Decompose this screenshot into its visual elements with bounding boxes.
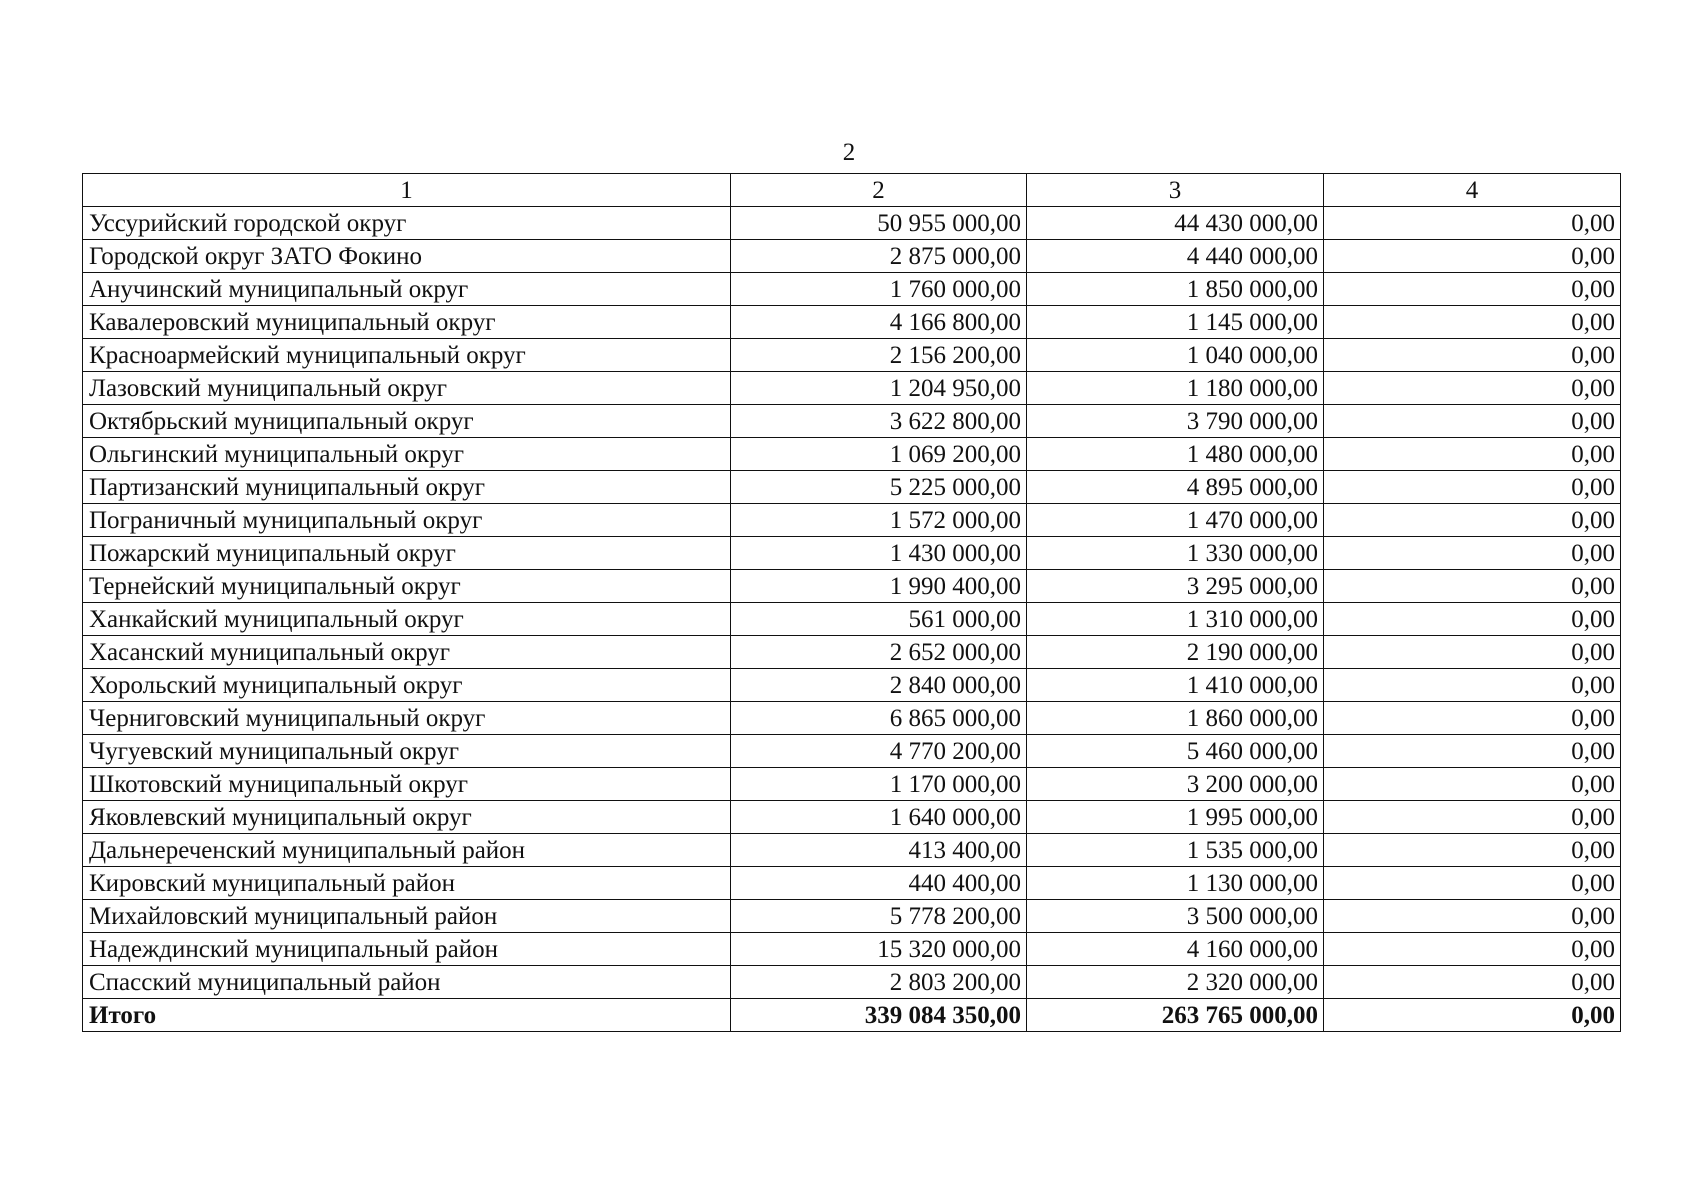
table-row: [83, 471, 1621, 504]
column-4-value-cell: 0,00: [1324, 339, 1621, 372]
column-2-value-cell: 413 400,00: [731, 834, 1027, 867]
table-row: [83, 900, 1621, 933]
municipality-name-cell: Шкотовский муниципальный округ: [83, 768, 731, 801]
column-4-value-cell: 0,00: [1324, 207, 1621, 240]
table-row: [83, 801, 1621, 834]
municipality-name-cell: Яковлевский муниципальный округ: [83, 801, 731, 834]
column-3-value-cell: 1 330 000,00: [1027, 537, 1324, 570]
column-3-value-cell: 1 310 000,00: [1027, 603, 1324, 636]
column-4-value-cell: 0,00: [1324, 669, 1621, 702]
column-3-value-cell: 1 995 000,00: [1027, 801, 1324, 834]
column-2-value-cell: 440 400,00: [731, 867, 1027, 900]
table-row: [83, 537, 1621, 570]
column-3-value-cell: 5 460 000,00: [1027, 735, 1324, 768]
budget-table: [82, 173, 1621, 1032]
column-3-value-cell: 3 500 000,00: [1027, 900, 1324, 933]
column-3-value-cell: 4 895 000,00: [1027, 471, 1324, 504]
municipality-name-cell: Кировский муниципальный район: [83, 867, 731, 900]
municipality-name-cell: Городской округ ЗАТО Фокино: [83, 240, 731, 273]
table-row: [83, 636, 1621, 669]
column-4-value-cell: 0,00: [1324, 603, 1621, 636]
column-2-value-cell: 1 572 000,00: [731, 504, 1027, 537]
municipality-name-cell: Хасанский муниципальный округ: [83, 636, 731, 669]
table-row: [83, 504, 1621, 537]
table-body: [83, 174, 1621, 1032]
table-row: [83, 405, 1621, 438]
table-row: [83, 570, 1621, 603]
column-3-value-cell: 2 190 000,00: [1027, 636, 1324, 669]
column-3-value-cell: 1 860 000,00: [1027, 702, 1324, 735]
column-3-value-cell: 3 790 000,00: [1027, 405, 1324, 438]
column-2-value-cell: 6 865 000,00: [731, 702, 1027, 735]
municipality-name-cell: Пожарский муниципальный округ: [83, 537, 731, 570]
column-4-value-cell: 0,00: [1324, 702, 1621, 735]
column-2-value-cell: 2 840 000,00: [731, 669, 1027, 702]
table-row: [83, 735, 1621, 768]
column-4-value-cell: 0,00: [1324, 537, 1621, 570]
total-column-2-cell: 339 084 350,00: [731, 999, 1027, 1032]
column-4-value-cell: 0,00: [1324, 273, 1621, 306]
column-4-value-cell: 0,00: [1324, 867, 1621, 900]
municipality-name-cell: Чугуевский муниципальный округ: [83, 735, 731, 768]
column-3-value-cell: 1 180 000,00: [1027, 372, 1324, 405]
table-row: [83, 273, 1621, 306]
column-4-value-cell: 0,00: [1324, 471, 1621, 504]
table-row: [83, 933, 1621, 966]
municipality-name-cell: Хорольский муниципальный округ: [83, 669, 731, 702]
column-number-4: 4: [1324, 174, 1621, 207]
municipality-name-cell: Кавалеровский муниципальный округ: [83, 306, 731, 339]
column-4-value-cell: 0,00: [1324, 933, 1621, 966]
column-4-value-cell: 0,00: [1324, 306, 1621, 339]
table-row: [83, 867, 1621, 900]
header-row: [83, 174, 1621, 207]
table-row: [83, 240, 1621, 273]
municipality-name-cell: Октябрьский муниципальный округ: [83, 405, 731, 438]
table-row: [83, 438, 1621, 471]
table-row: [83, 966, 1621, 999]
table-row: [83, 207, 1621, 240]
column-2-value-cell: 561 000,00: [731, 603, 1027, 636]
column-3-value-cell: 1 480 000,00: [1027, 438, 1324, 471]
municipality-name-cell: Черниговский муниципальный округ: [83, 702, 731, 735]
municipality-name-cell: Михайловский муниципальный район: [83, 900, 731, 933]
column-2-value-cell: 3 622 800,00: [731, 405, 1027, 438]
column-4-value-cell: 0,00: [1324, 735, 1621, 768]
column-3-value-cell: 1 130 000,00: [1027, 867, 1324, 900]
municipality-name-cell: Уссурийский городской округ: [83, 207, 731, 240]
column-3-value-cell: 3 295 000,00: [1027, 570, 1324, 603]
column-3-value-cell: 1 470 000,00: [1027, 504, 1324, 537]
total-column-4-cell: 0,00: [1324, 999, 1621, 1032]
column-4-value-cell: 0,00: [1324, 966, 1621, 999]
column-3-value-cell: 2 320 000,00: [1027, 966, 1324, 999]
column-2-value-cell: 4 166 800,00: [731, 306, 1027, 339]
column-4-value-cell: 0,00: [1324, 636, 1621, 669]
column-2-value-cell: 1 990 400,00: [731, 570, 1027, 603]
column-3-value-cell: 1 040 000,00: [1027, 339, 1324, 372]
total-label-cell: Итого: [83, 999, 731, 1032]
column-4-value-cell: 0,00: [1324, 438, 1621, 471]
municipality-name-cell: Партизанский муниципальный округ: [83, 471, 731, 504]
column-3-value-cell: 1 145 000,00: [1027, 306, 1324, 339]
column-4-value-cell: 0,00: [1324, 768, 1621, 801]
table-row: [83, 339, 1621, 372]
table-row: [83, 702, 1621, 735]
column-2-value-cell: 2 156 200,00: [731, 339, 1027, 372]
column-2-value-cell: 50 955 000,00: [731, 207, 1027, 240]
column-2-value-cell: 2 652 000,00: [731, 636, 1027, 669]
column-number-3: 3: [1027, 174, 1324, 207]
column-4-value-cell: 0,00: [1324, 240, 1621, 273]
page-number: 2: [842, 139, 856, 166]
table-row: [83, 306, 1621, 339]
column-2-value-cell: 1 204 950,00: [731, 372, 1027, 405]
column-4-value-cell: 0,00: [1324, 801, 1621, 834]
column-4-value-cell: 0,00: [1324, 570, 1621, 603]
column-4-value-cell: 0,00: [1324, 900, 1621, 933]
municipality-name-cell: Дальнереченский муниципальный район: [83, 834, 731, 867]
municipality-name-cell: Красноармейский муниципальный округ: [83, 339, 731, 372]
column-2-value-cell: 1 640 000,00: [731, 801, 1027, 834]
column-2-value-cell: 2 875 000,00: [731, 240, 1027, 273]
column-3-value-cell: 44 430 000,00: [1027, 207, 1324, 240]
table-row: [83, 603, 1621, 636]
column-3-value-cell: 3 200 000,00: [1027, 768, 1324, 801]
column-4-value-cell: 0,00: [1324, 834, 1621, 867]
table-row: [83, 372, 1621, 405]
total-column-3-cell: 263 765 000,00: [1027, 999, 1324, 1032]
column-3-value-cell: 4 440 000,00: [1027, 240, 1324, 273]
column-2-value-cell: 4 770 200,00: [731, 735, 1027, 768]
column-4-value-cell: 0,00: [1324, 372, 1621, 405]
column-number-2: 2: [731, 174, 1027, 207]
column-3-value-cell: 1 850 000,00: [1027, 273, 1324, 306]
municipality-name-cell: Пограничный муниципальный округ: [83, 504, 731, 537]
column-2-value-cell: 2 803 200,00: [731, 966, 1027, 999]
municipality-name-cell: Тернейский муниципальный округ: [83, 570, 731, 603]
column-2-value-cell: 5 225 000,00: [731, 471, 1027, 504]
column-2-value-cell: 1 069 200,00: [731, 438, 1027, 471]
table-row: [83, 834, 1621, 867]
table-row: [83, 669, 1621, 702]
column-2-value-cell: 5 778 200,00: [731, 900, 1027, 933]
column-2-value-cell: 1 430 000,00: [731, 537, 1027, 570]
column-2-value-cell: 1 170 000,00: [731, 768, 1027, 801]
municipality-name-cell: Ханкайский муниципальный округ: [83, 603, 731, 636]
column-3-value-cell: 1 410 000,00: [1027, 669, 1324, 702]
table-row: [83, 768, 1621, 801]
column-4-value-cell: 0,00: [1324, 504, 1621, 537]
column-3-value-cell: 4 160 000,00: [1027, 933, 1324, 966]
municipality-name-cell: Ольгинский муниципальный округ: [83, 438, 731, 471]
column-2-value-cell: 1 760 000,00: [731, 273, 1027, 306]
total-row: [83, 999, 1621, 1032]
column-3-value-cell: 1 535 000,00: [1027, 834, 1324, 867]
municipality-name-cell: Анучинский муниципальный округ: [83, 273, 731, 306]
municipality-name-cell: Надеждинский муниципальный район: [83, 933, 731, 966]
municipality-name-cell: Лазовский муниципальный округ: [83, 372, 731, 405]
column-2-value-cell: 15 320 000,00: [731, 933, 1027, 966]
column-number-1: 1: [83, 174, 731, 207]
municipality-name-cell: Спасский муниципальный район: [83, 966, 731, 999]
column-4-value-cell: 0,00: [1324, 405, 1621, 438]
